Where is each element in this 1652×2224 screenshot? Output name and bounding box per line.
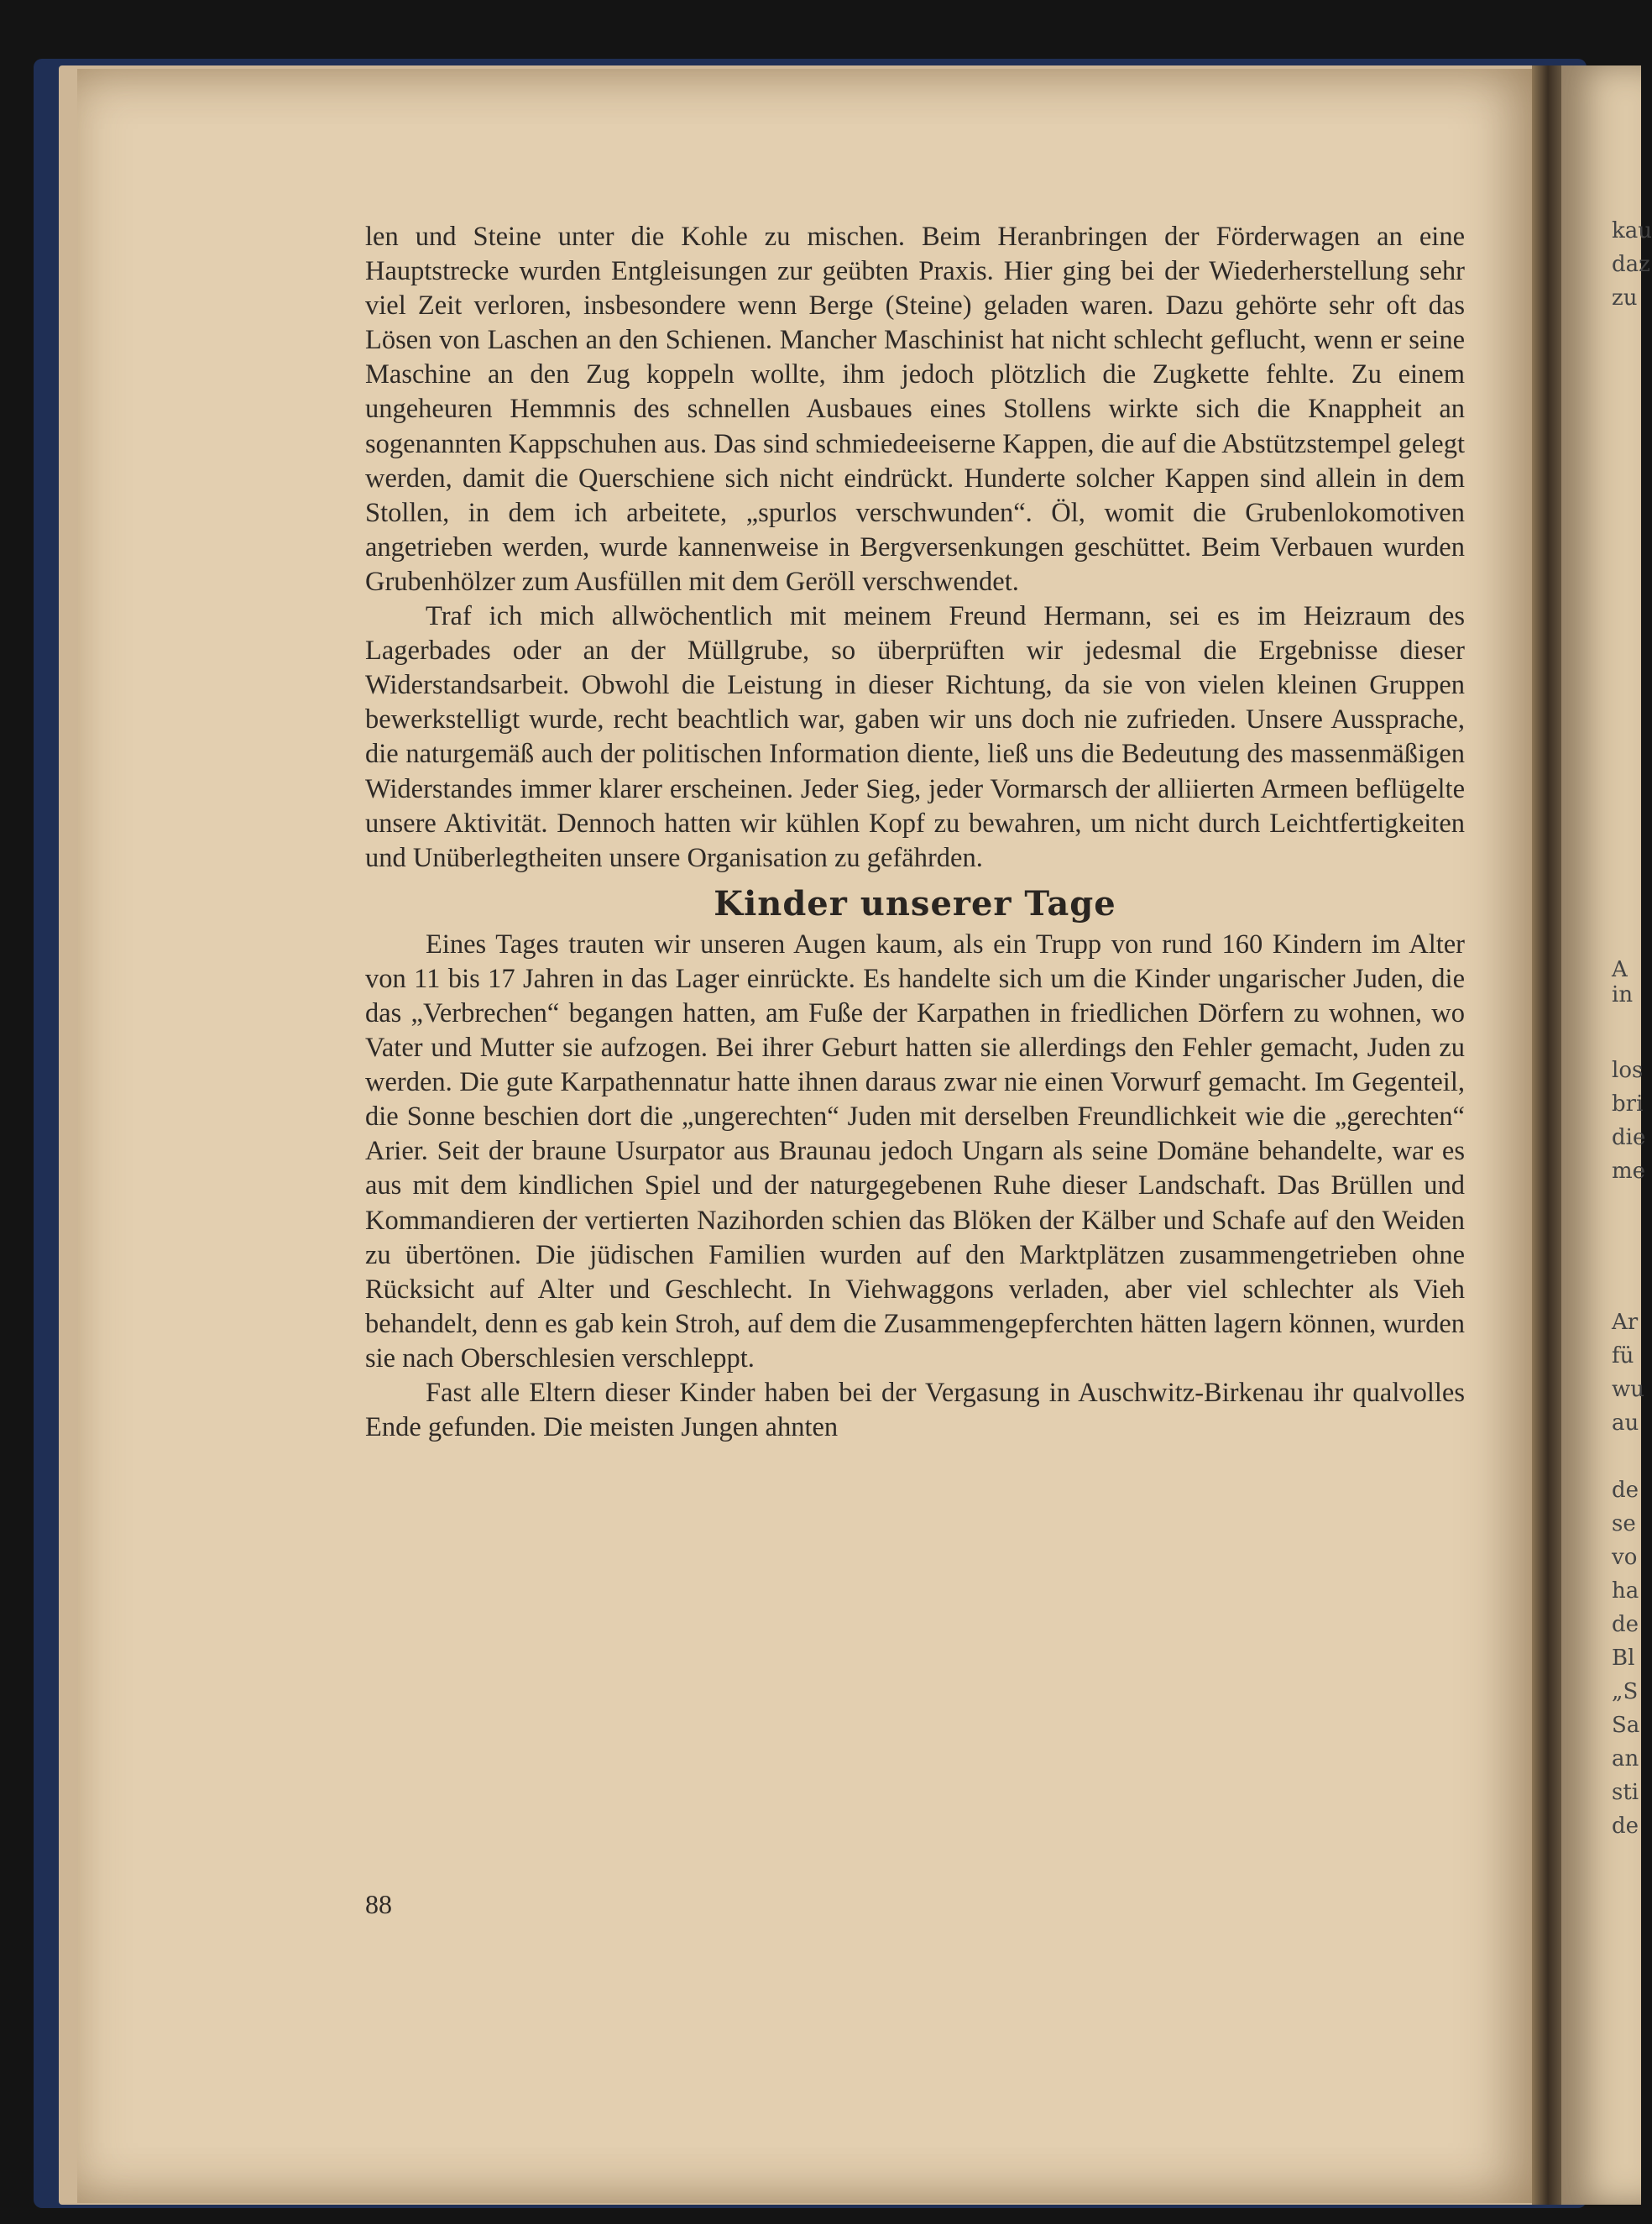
facing-page-fragment: de bbox=[1612, 1813, 1639, 1839]
facing-page-fragment: an bbox=[1612, 1746, 1639, 1771]
facing-page-fragment: kau bbox=[1612, 218, 1652, 243]
facing-page-fragment: in bbox=[1612, 982, 1634, 1007]
facing-page-fragment: zu bbox=[1612, 285, 1638, 311]
facing-page-fragment: „S bbox=[1612, 1679, 1639, 1704]
facing-page-edge bbox=[1561, 65, 1652, 2205]
facing-page-fragment: Ar bbox=[1612, 1310, 1639, 1335]
facing-page-fragment: me bbox=[1612, 1159, 1646, 1184]
facing-page-fragment: au bbox=[1612, 1410, 1639, 1436]
facing-page-fragment: fü bbox=[1612, 1343, 1634, 1368]
paragraph: Traf ich mich allwöchentlich mit meinem Freund Hermann, sei es im Heizraum des Lagerbades oder an der Müllgrube, so überprüften wir jedesmal die Ergebnisse dieser Widerstandsarbeit. Obwohl die Leistung in dieser Richtung, da sie von vielen kleinen Gruppen bewerkstelligt wurde, recht beachtlich war, gaben wir uns doch nie zufrieden. Unsere Aussprache, die naturgemäß auch der politischen Information diente, ließ uns die Bedeutung des massenmäßigen Widerstandes immer klarer erscheinen. Jeder Sieg, jeder Vormarsch der alliierten Armeen beflügelte unsere Aktivität. Dennoch hatten wir kühlen Kopf zu bewahren, um nicht durch Leichtfertigkeiten und Unüberlegtheiten unsere Organisation zu gefährden. bbox=[365, 601, 1465, 873]
facing-page-fragment: wu bbox=[1612, 1377, 1644, 1402]
section-heading: Kinder unserer Tage bbox=[714, 883, 1116, 924]
facing-page-fragment: bri bbox=[1612, 1091, 1644, 1117]
book-gutter bbox=[1532, 65, 1564, 2205]
facing-page-fragment: vo bbox=[1612, 1545, 1638, 1570]
facing-page-fragment: daz bbox=[1612, 252, 1650, 277]
paragraph: Fast alle Eltern dieser Kinder haben bei der Vergasung in Auschwitz-Birkenau ihr qualvolles Ende gefunden. Die meisten Jungen ahnten bbox=[365, 1378, 1465, 1443]
facing-page-fragment: los bbox=[1612, 1058, 1644, 1083]
page-text bbox=[365, 220, 1465, 1445]
facing-page-fragment: Sa bbox=[1612, 1713, 1640, 1738]
facing-page-fragment: sti bbox=[1612, 1780, 1639, 1805]
page-number: 88 bbox=[365, 1889, 392, 1919]
facing-page-fragment: die bbox=[1612, 1125, 1646, 1150]
facing-page-fragment: Bl bbox=[1612, 1646, 1635, 1671]
facing-page-fragment: A bbox=[1612, 957, 1628, 982]
paragraph: len und Steine unter die Kohle zu mischen. Beim Heranbringen der Förderwagen an eine Hauptstrecke wurden Entgleisungen zur geübten Praxis. Hier ging bei der Wiederherstellung sehr viel Zeit verloren, insbesondere wenn Berge (Steine) geladen waren. Dazu gehörte sehr oft das Lösen von Laschen an den Schienen. Mancher Maschinist hat nicht schlecht geflucht, wenn er seine Maschine an den Zug koppeln wollte, ihm jedoch plötzlich die Zugkette fehlte. Zu einem ungeheuren Hemmnis des schnellen Ausbaues eines Stollens wirkte sich die Knappheit an sogenannten Kappschuhen aus. Das sind schmiedeeiserne Kappen, die auf die Abstützstempel gelegt werden, damit die Querschiene sich nicht eindrückt. Hunderte solcher Kappen sind allein in dem Stollen, in dem ich arbeitete, „spurlos verschwunden“. Öl, womit die Grubenlokomotiven angetrieben werden, wurde kannenweise in Bergversenkungen geschüttet. Beim Verbauen wurden Grubenhölzer zum Ausfüllen mit dem Geröll verschwendet. bbox=[365, 222, 1465, 597]
paragraph: Eines Tages trauten wir unseren Augen kaum, als ein Trupp von rund 160 Kindern im Alter von 11 bis 17 Jahren in das Lager einrückte. Es handelte sich um die Kinder ungarischer Juden, die das „Verbrechen“ begangen hatten, am Fuße der Karpathen in friedlichen Dörfern zu wohnen, wo Vater und Mutter sie aufzogen. Bei ihrer Geburt hatten sie allerdings den Fehler gemacht, Juden zu werden. Die gute Karpathennatur hatte ihnen daraus zwar nie einen Vorwurf gemacht. Im Gegenteil, die Sonne beschien dort die „ungerechten“ Juden mit derselben Freundlichkeit wie die „gerechten“ Arier. Seit der braune Usurpator aus Braunau jedoch Ungarn als seine Domäne behandelte, war es aus mit dem kindlichen Spiel und der naturgegebenen Ruhe dieser Landschaft. Das Brüllen und Kommandieren der vertierten Nazihorden schien das Blöken der Kälber und Schafe auf den Weiden zu übertönen. Die jüdischen Familien wurden auf den Marktplätzen zusammengetrieben ohne Rücksicht auf Alter und Geschlecht. In Viehwaggons verladen, aber viel schlechter als Vieh behandelt, denn es gab kein Stroh, auf dem die Zusammengepferchten hätten lagern können, wurden sie nach Oberschlesien verschleppt. bbox=[365, 929, 1465, 1374]
facing-page-fragment: de bbox=[1612, 1612, 1639, 1637]
facing-page-fragment: de bbox=[1612, 1478, 1639, 1503]
facing-page-fragment: ha bbox=[1612, 1578, 1639, 1604]
facing-page-fragment: se bbox=[1612, 1511, 1636, 1536]
